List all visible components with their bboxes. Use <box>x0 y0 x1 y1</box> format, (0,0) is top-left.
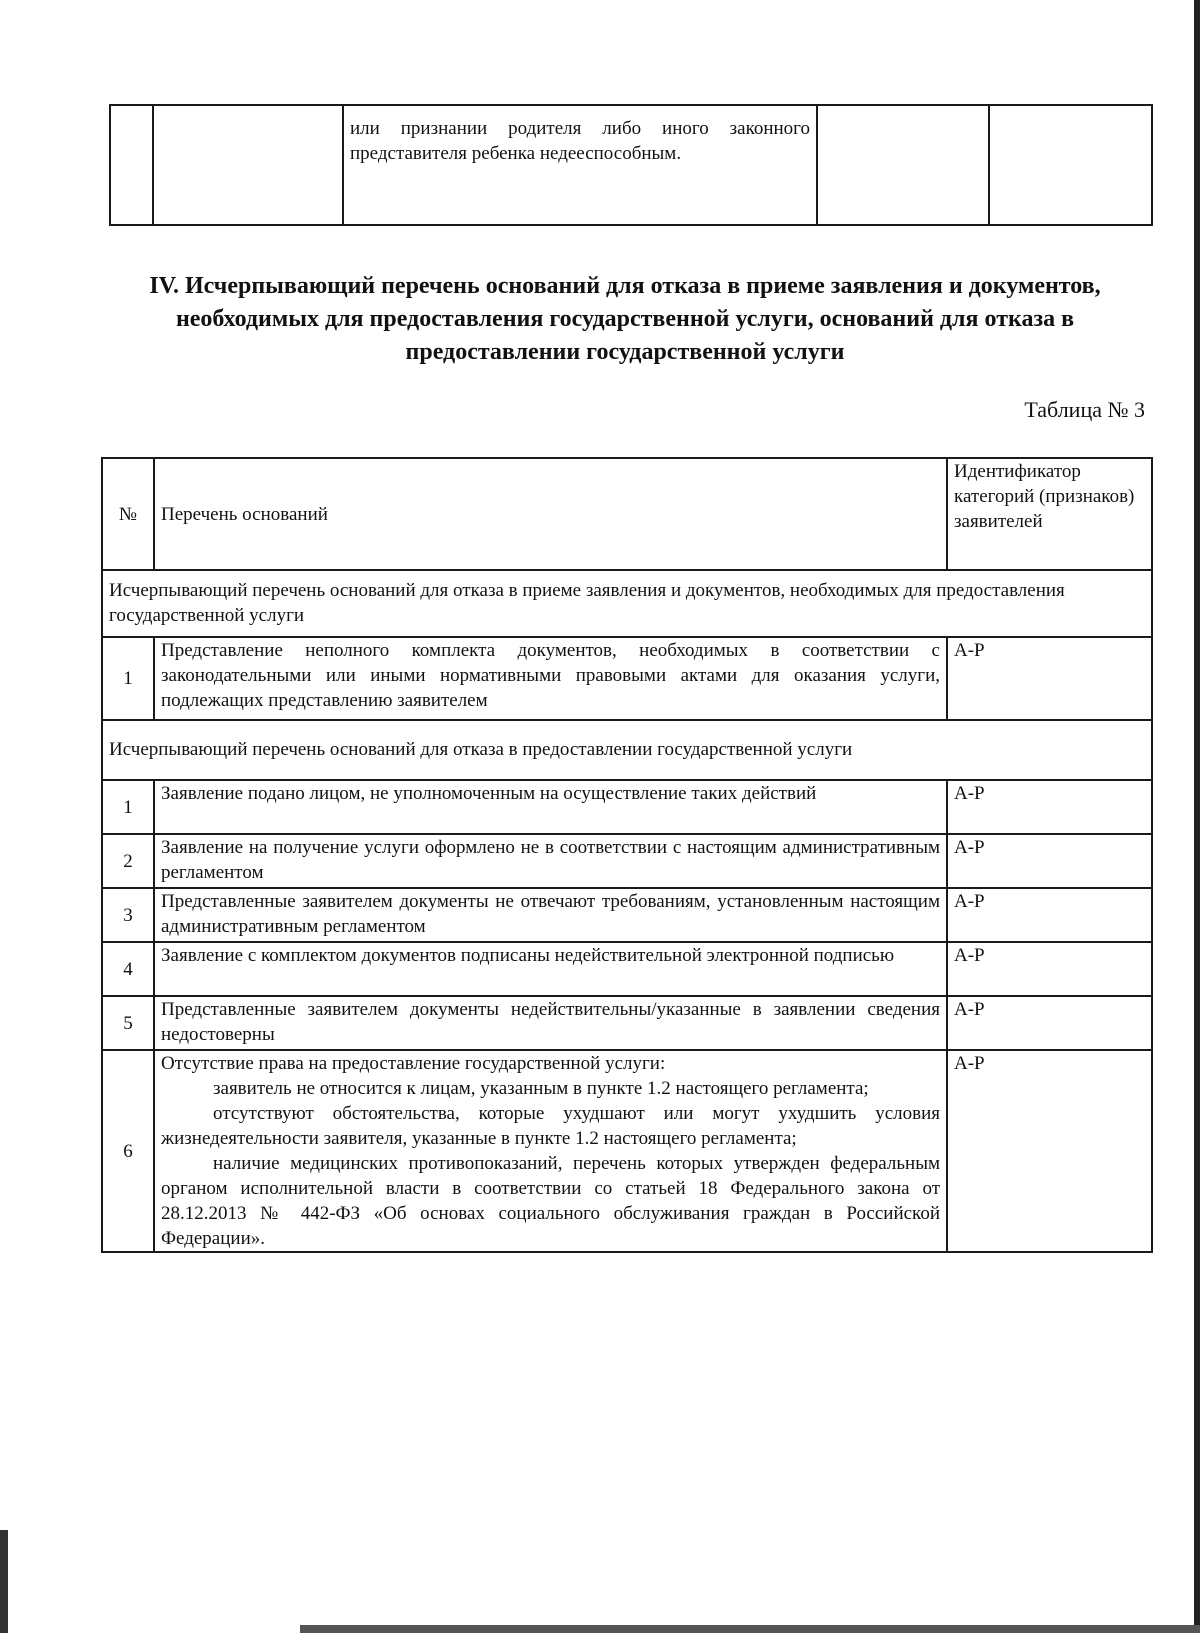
group1-title-row <box>102 570 1152 637</box>
table-row <box>102 996 1152 1050</box>
row-identifier: А-Р <box>947 1050 1152 1252</box>
row-text: Представленные заявителем документы недействительны/указанные в заявлении сведения недостоверны <box>154 996 947 1050</box>
row-text: Заявление с комплектом документов подписаны недействительной электронной подписью <box>154 942 947 996</box>
header-identifier: Идентификатор категорий (признаков) заявителей <box>947 458 1152 570</box>
table-row <box>102 780 1152 834</box>
section-title: IV. Исчерпывающий перечень оснований для отказа в приеме заявления и документов, необходимых для предоставления государственной услуги, оснований для отказа в предоставлении государственной услуги <box>149 273 1101 365</box>
continuation-table <box>109 104 1153 226</box>
continuation-row <box>110 105 1152 225</box>
row-num: 3 <box>102 888 154 942</box>
row-text: Представление неполного комплекта документов, необходимых в соответствии с законодательными или иными нормативными правовыми актами для оказания услуги, подлежащих представлению заявителем <box>154 637 947 720</box>
continuation-cell-4 <box>817 105 989 225</box>
continuation-cell-2 <box>153 105 343 225</box>
row-num: 1 <box>102 780 154 834</box>
table-row <box>102 637 1152 720</box>
header-row <box>102 458 1152 570</box>
header-num: № <box>102 458 154 570</box>
continuation-cell-1 <box>110 105 153 225</box>
row-text: Представленные заявителем документы не отвечают требованиям, установленным настоящим административным регламентом <box>154 888 947 942</box>
row-text: Заявление подано лицом, не уполномоченным на осуществление таких действий <box>154 780 947 834</box>
row-list-item: заявитель не относится к лицам, указанным в пункте 1.2 настоящего регламента; <box>213 1078 869 1099</box>
row-identifier: А-Р <box>947 834 1152 888</box>
group2-title-row <box>102 720 1152 780</box>
table-row <box>102 888 1152 942</box>
group1-title: Исчерпывающий перечень оснований для отказа в приеме заявления и документов, необходимых для предоставления государственной услуги <box>102 570 1152 637</box>
row-list-item: отсутствуют обстоятельства, которые ухудшают или могут ухудшить условия жизнедеятельности заявителя, указанные в пункте 1.2 настоящего регламента; <box>161 1103 940 1149</box>
row-num: 2 <box>102 834 154 888</box>
table-row <box>102 834 1152 888</box>
table-caption: Таблица № 3 <box>1024 397 1145 422</box>
row-identifier: А-Р <box>947 780 1152 834</box>
row-lead: Отсутствие права на предоставление государственной услуги: <box>161 1053 666 1074</box>
continuation-text: или признании родителя либо иного законного представителя ребенка недееспособным. <box>343 105 817 225</box>
row-identifier: А-Р <box>947 942 1152 996</box>
table-row <box>102 942 1152 996</box>
group2-title: Исчерпывающий перечень оснований для отказа в предоставлении государственной услуги <box>102 720 1152 780</box>
row-identifier: А-Р <box>947 888 1152 942</box>
header-grounds: Перечень оснований <box>154 458 947 570</box>
row-identifier: А-Р <box>947 637 1152 720</box>
row-num: 5 <box>102 996 154 1050</box>
scan-edge-left <box>0 1530 8 1633</box>
row-num: 6 <box>102 1050 154 1252</box>
table-row <box>102 1050 1152 1252</box>
scan-edge-right <box>1194 0 1200 1633</box>
row-text-list <box>154 1050 947 1252</box>
row-num: 1 <box>102 637 154 720</box>
scan-edge-bottom <box>300 1625 1200 1633</box>
row-text: Заявление на получение услуги оформлено не в соответствии с настоящим административным регламентом <box>154 834 947 888</box>
row-num: 4 <box>102 942 154 996</box>
row-list-item: наличие медицинских противопоказаний, перечень которых утвержден федеральным органом исполнительной власти в соответствии со статьей 18 Федерального закона от 28.12.2013 № 442-ФЗ «Об основах социального обслуживания граждан в Российской Федерации». <box>161 1153 940 1249</box>
continuation-cell-5 <box>989 105 1152 225</box>
grounds-table <box>101 457 1153 1253</box>
row-identifier: А-Р <box>947 996 1152 1050</box>
